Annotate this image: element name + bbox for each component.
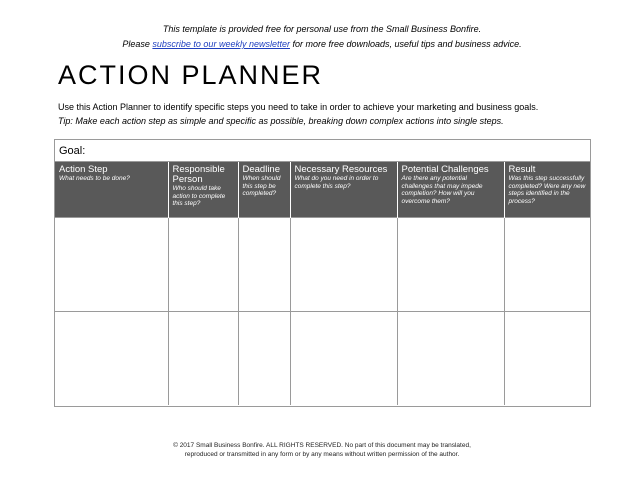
table-cell[interactable] [168, 311, 238, 405]
table-cell[interactable] [397, 311, 504, 405]
planner-description: Use this Action Planner to identify specific steps you need to take in order to achieve your marketing and business goals. [58, 102, 539, 112]
goal-field[interactable] [55, 140, 590, 162]
column-header-deadline [238, 162, 290, 217]
goal-label: Goal: [59, 145, 86, 157]
table-cell[interactable] [504, 311, 590, 405]
column-title: Action Step [59, 164, 108, 175]
column-header-responsible-person [168, 162, 238, 217]
template-notice-line2 [0, 38, 644, 50]
column-hint: Who should take action to complete this step? [172, 185, 226, 207]
column-hint: When should this step be completed? [242, 175, 281, 197]
column-title: Deadline [242, 164, 280, 175]
table-cell[interactable] [238, 311, 290, 405]
column-hint: What needs to be done? [59, 175, 130, 182]
planner-grid [55, 162, 590, 405]
table-row [55, 311, 590, 405]
column-hint: Are there any potential challenges that may impede completion? How will you overcome them? [401, 175, 483, 205]
page-title: ACTION PLANNER [58, 60, 324, 90]
table-cell[interactable] [290, 217, 397, 311]
column-title: Necessary Resources [294, 164, 388, 175]
table-cell[interactable] [55, 311, 168, 405]
column-header-potential-challenges [397, 162, 504, 217]
table-cell[interactable] [238, 217, 290, 311]
header-row [55, 162, 590, 217]
column-hint: What do you need in order to complete this step? [294, 175, 379, 190]
copyright-line2: reproduced or transmitted in any form or by any means without written permission of the author. [184, 451, 460, 458]
column-title: Responsible Person [172, 164, 225, 185]
column-title: Potential Challenges [401, 164, 489, 175]
copyright-line1: © 2017 Small Business Bonfire. ALL RIGHTS RESERVED. No part of this document may be translated, [173, 442, 471, 449]
column-title: Result [508, 164, 536, 175]
table-cell[interactable] [168, 217, 238, 311]
table-cell[interactable] [397, 217, 504, 311]
table-row [55, 217, 590, 311]
column-header-necessary-resources [290, 162, 397, 217]
column-header-result [504, 162, 590, 217]
table-cell[interactable] [504, 217, 590, 311]
column-hint: Was this step successfully completed? Were any new steps identified in the process? [508, 175, 586, 205]
table-cell[interactable] [55, 217, 168, 311]
newsletter-link[interactable]: subscribe to our weekly newsletter [152, 39, 290, 49]
planner-tip: Tip: Make each action step as simple and specific as possible, breaking down complex actions into single steps. [58, 116, 504, 126]
template-notice-line1: This template is provided free for personal use from the Small Business Bonfire. [162, 24, 482, 34]
table-cell[interactable] [290, 311, 397, 405]
notice-suffix: for more free downloads, useful tips and business advice. [289, 39, 522, 49]
action-planner-table [54, 139, 591, 407]
notice-prefix: Please [122, 39, 153, 49]
column-header-action-step [55, 162, 168, 217]
